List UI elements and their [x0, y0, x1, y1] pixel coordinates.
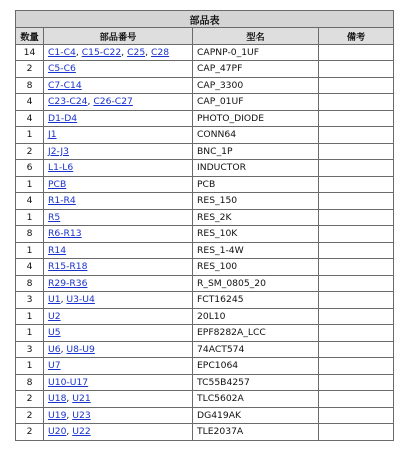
model-cell: CAP_47PF [193, 61, 319, 78]
table-row [16, 308, 394, 325]
remarks-cell [319, 160, 394, 177]
table-row [16, 358, 394, 375]
table-row [16, 44, 394, 61]
part-ref-link[interactable]: U3-U4 [66, 294, 95, 306]
model-cell: CAPNP-0_1UF [193, 44, 319, 61]
part-number-cell [44, 77, 193, 94]
part-ref-link[interactable]: C25 [127, 46, 146, 58]
ref-separator: , [66, 393, 73, 405]
qty-cell: 4 [16, 94, 44, 111]
model-cell: CAP_3300 [193, 77, 319, 94]
part-ref-link[interactable]: U22 [72, 426, 91, 438]
part-ref-link[interactable]: U18 [48, 393, 67, 405]
qty-cell: 8 [16, 275, 44, 292]
part-ref-link[interactable]: R29-R36 [48, 277, 88, 289]
parts-list-panel [15, 10, 393, 441]
table-row [16, 226, 394, 243]
remarks-cell [319, 143, 394, 160]
table-caption-row [16, 11, 394, 28]
table-row [16, 77, 394, 94]
table-row [16, 374, 394, 391]
remarks-cell [319, 176, 394, 193]
table-row [16, 275, 394, 292]
qty-cell: 2 [16, 61, 44, 78]
remarks-cell [319, 77, 394, 94]
remarks-cell [319, 61, 394, 78]
part-number-cell [44, 44, 193, 61]
header-row [16, 28, 394, 45]
parts-table [15, 10, 394, 441]
ref-separator: , [60, 343, 67, 355]
model-cell: CONN64 [193, 127, 319, 144]
part-ref-link[interactable]: R14 [48, 244, 67, 256]
part-ref-link[interactable]: C15-C22 [81, 46, 122, 58]
part-ref-link[interactable]: U2 [48, 310, 61, 322]
model-cell: RES_10K [193, 226, 319, 243]
part-ref-link[interactable]: C26-C27 [93, 96, 133, 108]
header-remarks: 備考 [319, 28, 394, 45]
part-number-cell [44, 358, 193, 375]
part-number-cell [44, 275, 193, 292]
part-ref-link[interactable]: U20 [48, 426, 67, 438]
qty-cell: 3 [16, 292, 44, 309]
part-number-cell [44, 292, 193, 309]
part-number-cell [44, 259, 193, 276]
header-qty: 数量 [16, 28, 44, 45]
part-ref-link[interactable]: R6-R13 [48, 228, 82, 240]
part-number-cell [44, 374, 193, 391]
header-part-number: 部品番号 [44, 28, 193, 45]
part-number-cell [44, 61, 193, 78]
model-cell: 20L10 [193, 308, 319, 325]
model-cell: BNC_1P [193, 143, 319, 160]
part-ref-link[interactable]: J1 [48, 129, 57, 141]
remarks-cell [319, 44, 394, 61]
qty-cell: 2 [16, 143, 44, 160]
remarks-cell [319, 407, 394, 424]
qty-cell: 14 [16, 44, 44, 61]
part-ref-link[interactable]: D1-D4 [48, 112, 78, 124]
part-ref-link[interactable]: R5 [48, 211, 61, 223]
part-number-cell [44, 127, 193, 144]
table-row [16, 176, 394, 193]
model-cell: EPC1064 [193, 358, 319, 375]
table-row [16, 94, 394, 111]
ref-separator: , [60, 294, 67, 306]
model-cell: TLC5602A [193, 391, 319, 408]
ref-separator: , [121, 46, 128, 58]
ref-separator: , [87, 96, 94, 108]
part-ref-link[interactable]: C23-C24 [48, 96, 88, 108]
table-row [16, 61, 394, 78]
model-cell: INDUCTOR [193, 160, 319, 177]
qty-cell: 2 [16, 407, 44, 424]
qty-cell: 8 [16, 374, 44, 391]
part-ref-link[interactable]: U6 [48, 343, 61, 355]
part-ref-link[interactable]: U23 [72, 409, 91, 421]
model-cell: CAP_01UF [193, 94, 319, 111]
qty-cell: 1 [16, 209, 44, 226]
qty-cell: 3 [16, 341, 44, 358]
model-cell: RES_2K [193, 209, 319, 226]
model-cell: PHOTO_DIODE [193, 110, 319, 127]
part-ref-link[interactable]: U5 [48, 327, 61, 339]
model-cell: RES_150 [193, 193, 319, 210]
part-ref-link[interactable]: C28 [151, 46, 170, 58]
part-ref-link[interactable]: U21 [72, 393, 91, 405]
part-ref-link[interactable]: C1-C4 [48, 46, 76, 58]
qty-cell: 1 [16, 242, 44, 259]
part-number-cell [44, 341, 193, 358]
qty-cell: 2 [16, 424, 44, 441]
part-number-cell [44, 143, 193, 160]
qty-cell: 1 [16, 308, 44, 325]
part-number-cell [44, 424, 193, 441]
remarks-cell [319, 110, 394, 127]
table-row [16, 325, 394, 342]
model-cell: FCT16245 [193, 292, 319, 309]
header-model: 型名 [193, 28, 319, 45]
part-ref-link[interactable]: PCB [48, 178, 67, 190]
model-cell: DG419AK [193, 407, 319, 424]
remarks-cell [319, 424, 394, 441]
model-cell: 74ACT574 [193, 341, 319, 358]
model-cell: TC55B4257 [193, 374, 319, 391]
part-ref-link[interactable]: J2-J3 [48, 145, 69, 157]
remarks-cell [319, 358, 394, 375]
remarks-cell [319, 226, 394, 243]
part-ref-link[interactable]: R15-R18 [48, 261, 88, 273]
model-cell: RES_100 [193, 259, 319, 276]
remarks-cell [319, 391, 394, 408]
part-number-cell [44, 226, 193, 243]
ref-separator: , [145, 46, 152, 58]
table-row [16, 110, 394, 127]
part-ref-link[interactable]: U10-U17 [48, 376, 89, 388]
qty-cell: 1 [16, 176, 44, 193]
table-row [16, 209, 394, 226]
ref-separator: , [75, 46, 82, 58]
part-number-cell [44, 325, 193, 342]
part-ref-link[interactable]: U19 [48, 409, 67, 421]
table-row [16, 391, 394, 408]
part-number-cell [44, 176, 193, 193]
table-row [16, 143, 394, 160]
ref-separator: , [66, 409, 73, 421]
remarks-cell [319, 374, 394, 391]
part-ref-link[interactable]: U7 [48, 360, 61, 372]
remarks-cell [319, 275, 394, 292]
table-caption: 部品表 [16, 11, 394, 28]
model-cell: RES_1-4W [193, 242, 319, 259]
remarks-cell [319, 308, 394, 325]
part-ref-link[interactable]: U1 [48, 294, 61, 306]
table-row [16, 242, 394, 259]
qty-cell: 4 [16, 259, 44, 276]
table-row [16, 341, 394, 358]
table-row [16, 424, 394, 441]
remarks-cell [319, 341, 394, 358]
table-row [16, 160, 394, 177]
model-cell: R_SM_0805_20 [193, 275, 319, 292]
part-number-cell [44, 407, 193, 424]
table-body [16, 44, 394, 440]
part-ref-link[interactable]: L1-L6 [48, 162, 74, 174]
qty-cell: 8 [16, 226, 44, 243]
qty-cell: 6 [16, 160, 44, 177]
part-number-cell [44, 94, 193, 111]
remarks-cell [319, 292, 394, 309]
qty-cell: 1 [16, 325, 44, 342]
qty-cell: 4 [16, 110, 44, 127]
remarks-cell [319, 259, 394, 276]
model-cell: PCB [193, 176, 319, 193]
part-number-cell [44, 391, 193, 408]
remarks-cell [319, 242, 394, 259]
part-number-cell [44, 160, 193, 177]
model-cell: TLE2037A [193, 424, 319, 441]
part-ref-link[interactable]: C5-C6 [48, 63, 76, 75]
remarks-cell [319, 209, 394, 226]
qty-cell: 8 [16, 77, 44, 94]
qty-cell: 2 [16, 391, 44, 408]
remarks-cell [319, 325, 394, 342]
part-number-cell [44, 242, 193, 259]
part-number-cell [44, 193, 193, 210]
remarks-cell [319, 127, 394, 144]
part-number-cell [44, 209, 193, 226]
remarks-cell [319, 193, 394, 210]
ref-separator: , [66, 426, 73, 438]
qty-cell: 4 [16, 193, 44, 210]
model-cell: EPF8282A_LCC [193, 325, 319, 342]
qty-cell: 1 [16, 358, 44, 375]
remarks-cell [319, 94, 394, 111]
part-number-cell [44, 110, 193, 127]
part-ref-link[interactable]: C7-C14 [48, 79, 82, 91]
table-row [16, 407, 394, 424]
table-row [16, 292, 394, 309]
table-row [16, 127, 394, 144]
qty-cell: 1 [16, 127, 44, 144]
table-row [16, 193, 394, 210]
part-ref-link[interactable]: U8-U9 [66, 343, 95, 355]
part-number-cell [44, 308, 193, 325]
table-row [16, 259, 394, 276]
part-ref-link[interactable]: R1-R4 [48, 195, 76, 207]
